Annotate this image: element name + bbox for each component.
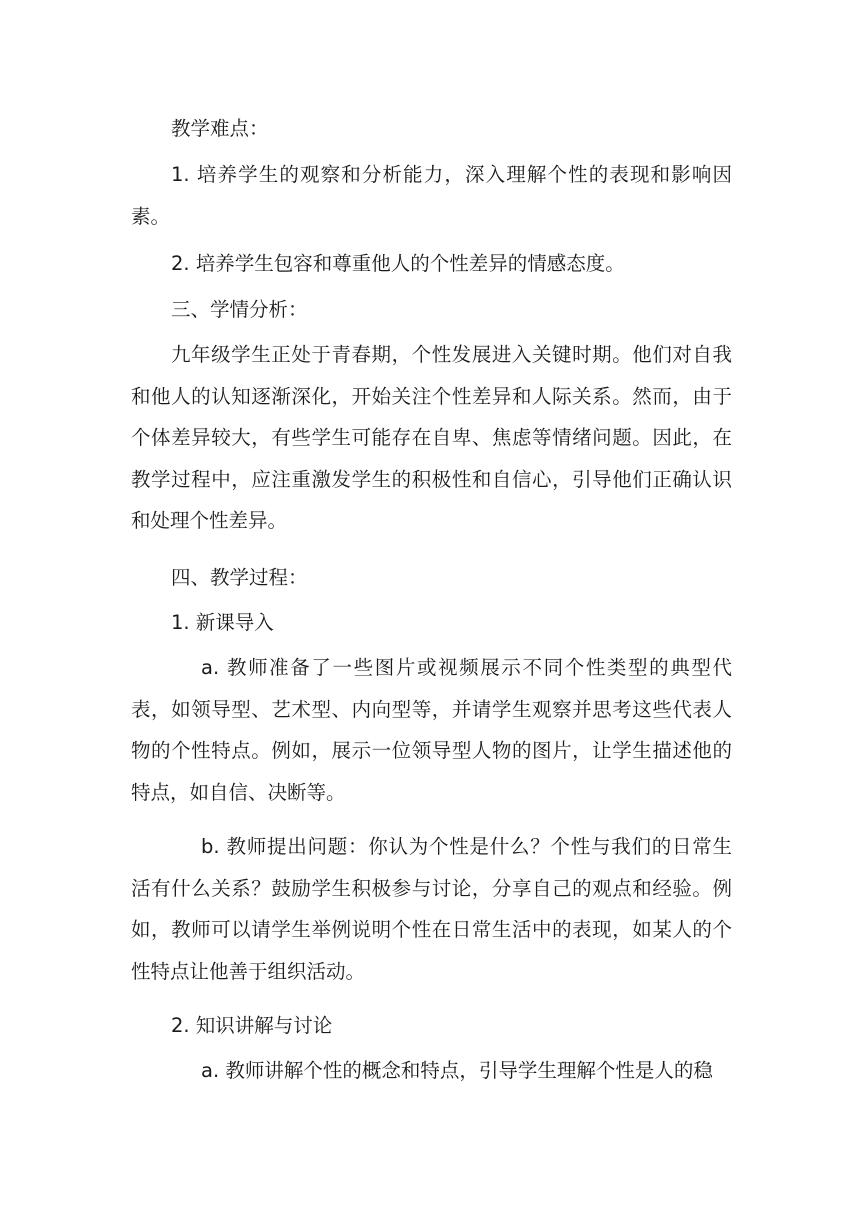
knowledge-item-a: a. 教师讲解个性的概念和特点，引导学生理解个性是人的稳	[201, 1059, 713, 1082]
intro-item-b: b. 教师提出问题：你认为个性是什么？个性与我们的日常生活有什么关系？鼓励学生积极参与讨论，分享自己的观点和经验。例如，教师可以请学生举例说明个性在日常生活中的表现，如某人的个性特点让他善于组织活动。	[131, 835, 732, 983]
student-analysis-paragraph: 九年级学生正处于青春期，个性发展进入关键时期。他们对自我和他人的认知逐渐深化，开始关注个性差异和人际关系。然而，由于个体差异较大，有些学生可能存在自卑、焦虑等情绪问题。因此，在教学过程中，应注重激发学生的积极性和自信心，引导他们正确认识和处理个性差异。	[131, 343, 732, 533]
section-heading-teaching-process: 四、教学过程：	[171, 566, 308, 589]
heading-teaching-difficulties: 教学难点：	[171, 117, 269, 140]
section-heading-student-analysis: 三、学情分析：	[171, 298, 308, 321]
intro-item-a: a. 教师准备了一些图片或视频展示不同个性类型的典型代表，如领导型、艺术型、内向型等，并请学生观察并思考这些代表人物的个性特点。例如，展示一位领导型人物的图片，让学生描述他的特点，如自信、决断等。	[131, 656, 732, 804]
step-heading-knowledge: 2. 知识讲解与讨论	[171, 1014, 333, 1037]
step-heading-intro: 1. 新课导入	[171, 611, 274, 634]
difficulty-item-2: 2. 培养学生包容和尊重他人的个性差异的情感态度。	[171, 252, 625, 275]
difficulty-item-1: 1. 培养学生的观察和分析能力，深入理解个性的表现和影响因素。	[131, 163, 732, 228]
